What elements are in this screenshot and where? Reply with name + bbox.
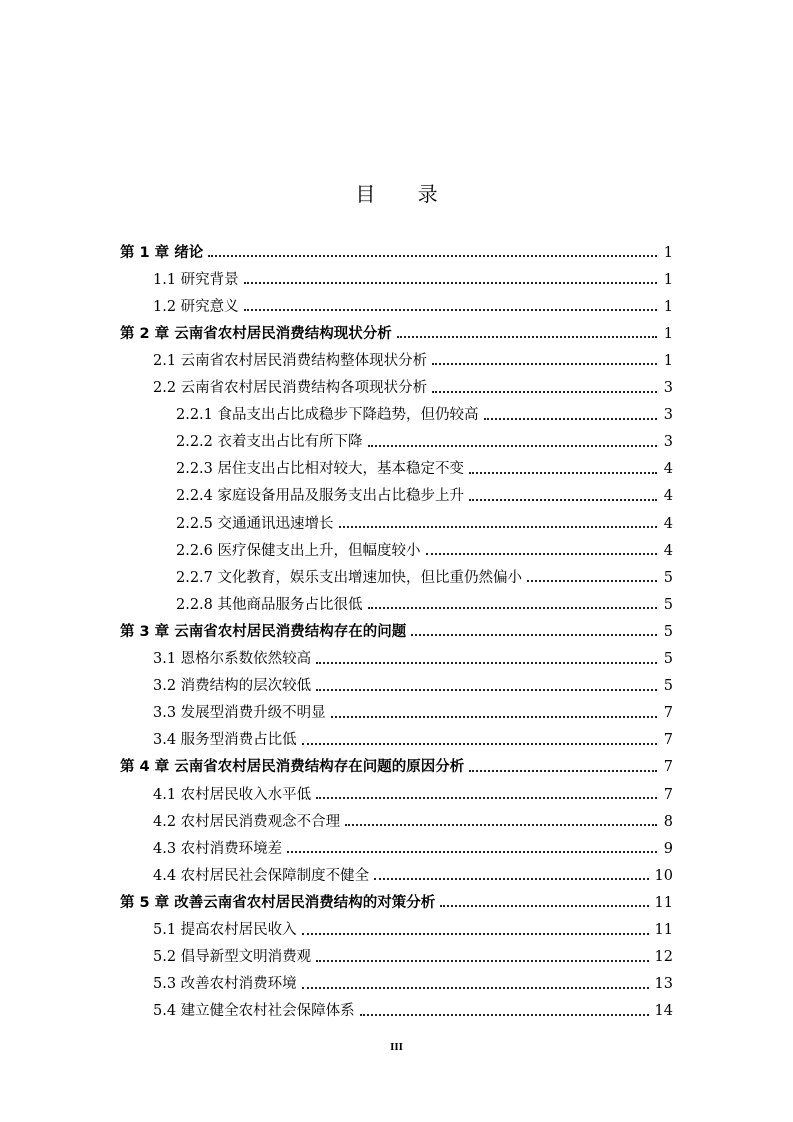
toc-entry-label: 3.2 消费结构的层次较低 (153, 678, 312, 695)
toc-entry-label: 1.2 研究意义 (153, 298, 239, 315)
toc-entry-page: 4 (663, 461, 673, 478)
toc-entry-page: 3 (663, 434, 673, 451)
toc-dot-leader (440, 905, 648, 907)
toc-entry-label: 2.2.4 家庭设备用品及服务支出占比稳步上升 (176, 488, 465, 505)
toc-entry-page: 1 (663, 325, 673, 342)
toc-entry-page: 3 (663, 407, 673, 424)
toc-entry-page: 7 (663, 732, 673, 749)
toc-dot-leader (339, 526, 657, 528)
toc-entry-page: 5 (663, 623, 673, 640)
toc-section-entry[interactable] (153, 776, 673, 802)
toc-entry-label: 5.3 改善农村消费环境 (153, 976, 297, 993)
toc-section-entry[interactable] (153, 939, 673, 965)
toc-entry-label: 4.3 农村消费环境差 (153, 840, 283, 857)
toc-entry-label: 第 5 章 改善云南省农村居民消费结构的对策分析 (120, 894, 436, 911)
toc-entry-label: 3.3 发展型消费升级不明显 (153, 705, 326, 722)
toc-entry-label: 2.2.3 居住支出占比相对较大，基本稳定不变 (176, 461, 465, 478)
toc-dot-leader (302, 987, 649, 989)
toc-dot-leader (527, 580, 657, 582)
toc-section-entry[interactable] (176, 478, 673, 504)
toc-entry-label: 2.2.5 交通通讯迅速增长 (176, 515, 334, 532)
toc-section-entry[interactable] (153, 722, 673, 748)
toc-entry-page: 5 (663, 569, 673, 586)
toc-dot-leader (469, 472, 657, 474)
toc-entry-label: 3.4 服务型消费占比低 (153, 732, 297, 749)
toc-section-entry[interactable] (176, 505, 673, 531)
toc-section-entry[interactable] (153, 641, 673, 667)
toc-entry-label: 2.2.7 文化教育，娱乐支出增速加快，但比重仍然偏小 (176, 569, 523, 586)
page-title: 目 录 (355, 182, 456, 206)
toc-entry-page: 5 (663, 651, 673, 667)
toc-chapter-entry[interactable] (120, 234, 673, 260)
toc-section-entry[interactable] (153, 288, 673, 314)
toc-entry-label: 2.2.2 衣着支出占比有所下降 (176, 434, 363, 451)
toc-entry-page: 7 (663, 759, 673, 776)
toc-entry-label: 5.2 倡导新型文明消费观 (153, 949, 312, 966)
toc-entry-label: 第 3 章 云南省农村居民消费结构存在的问题 (120, 623, 407, 640)
toc-dot-leader (426, 553, 657, 555)
toc-entry-page: 1 (663, 271, 673, 288)
toc-entry-label: 3.1 恩格尔系数依然较高 (153, 651, 312, 667)
toc-entry-label: 4.1 农村居民收入水平低 (153, 786, 312, 803)
toc-dot-leader (368, 607, 657, 609)
toc-entry-label: 4.2 农村居民消费观念不合理 (153, 813, 341, 830)
toc-section-entry[interactable] (176, 397, 673, 423)
toc-section-entry[interactable] (153, 830, 673, 856)
toc-entry-page: 1 (663, 298, 673, 315)
toc-chapter-entry[interactable] (120, 749, 673, 775)
toc-section-entry[interactable] (153, 342, 673, 368)
toc-dot-leader (302, 933, 649, 935)
toc-entry-label: 2.1 云南省农村居民消费结构整体现状分析 (153, 352, 428, 369)
toc-entry-label: 4.4 农村居民社会保障制度不健全 (153, 867, 370, 884)
toc-dot-leader (397, 336, 657, 338)
toc-entry-page: 9 (663, 840, 673, 857)
toc-section-entry[interactable] (153, 668, 673, 694)
toc-chapter-entry[interactable] (120, 315, 673, 341)
toc-dot-leader (316, 662, 657, 664)
toc-dot-leader (432, 391, 657, 393)
toc-section-entry[interactable] (176, 586, 673, 612)
toc-entry-label: 1.1 研究背景 (153, 271, 239, 288)
toc-dot-leader (244, 282, 657, 284)
toc-entry-page: 12 (654, 949, 673, 966)
toc-dot-leader (360, 1014, 649, 1016)
toc-dot-leader (345, 824, 657, 826)
toc-dot-leader (432, 363, 657, 365)
toc-dot-leader (287, 851, 657, 853)
toc-section-entry[interactable] (153, 261, 673, 287)
toc-entry-label: 第 1 章 绪论 (120, 244, 204, 261)
toc-dot-leader (316, 689, 657, 691)
toc-dot-leader (374, 878, 648, 880)
toc-entry-page: 10 (654, 867, 673, 884)
toc-section-entry[interactable] (176, 451, 673, 477)
toc-dot-leader (368, 445, 657, 447)
toc-dot-leader (316, 960, 648, 962)
toc-dot-leader (484, 418, 657, 420)
toc-entry-label: 2.2 云南省农村居民消费结构各项现状分析 (153, 380, 428, 396)
toc-entry-label: 2.2.1 食品支出占比成稳步下降趋势，但仍较高 (176, 407, 479, 424)
toc-dot-leader (208, 255, 657, 257)
toc-section-entry[interactable] (176, 559, 673, 585)
toc-section-entry[interactable] (153, 857, 673, 883)
toc-section-entry[interactable] (153, 803, 673, 829)
toc-entry-page: 3 (663, 380, 673, 396)
page-number: III (390, 1041, 403, 1053)
toc-entry-page: 1 (663, 244, 673, 261)
toc-entry-page: 7 (663, 705, 673, 722)
toc-entry-label: 2.2.6 医疗保健支出上升，但幅度较小 (176, 542, 421, 559)
toc-entry-label: 5.4 建立健全农村社会保障体系 (153, 1003, 355, 1020)
toc-entry-page: 8 (663, 813, 673, 830)
toc-chapter-entry[interactable] (120, 613, 673, 639)
toc-section-entry[interactable] (153, 695, 673, 721)
toc-entry-label: 2.2.8 其他商品服务占比很低 (176, 596, 363, 613)
toc-entry-page: 14 (654, 1003, 673, 1020)
toc-section-entry[interactable] (176, 532, 673, 558)
toc-entry-page: 13 (654, 976, 673, 993)
toc-chapter-entry[interactable] (120, 884, 673, 910)
toc-entry-label: 5.1 提高农村居民收入 (153, 922, 297, 938)
toc-entry-page: 7 (663, 786, 673, 803)
toc-dot-leader (469, 499, 657, 501)
toc-section-entry[interactable] (153, 370, 673, 396)
toc-dot-leader (302, 743, 657, 745)
toc-dot-leader (469, 770, 657, 772)
toc-entry-page: 4 (663, 488, 673, 505)
toc-entry-page: 4 (663, 515, 673, 532)
toc-entry-page: 4 (663, 542, 673, 559)
toc-entry-page: 11 (654, 922, 673, 938)
toc-dot-leader (331, 716, 657, 718)
toc-section-entry[interactable] (176, 424, 673, 450)
toc-dot-leader (316, 797, 657, 799)
toc-entry-page: 5 (663, 596, 673, 613)
toc-dot-leader (244, 309, 657, 311)
toc-dot-leader (411, 634, 657, 636)
toc-section-entry[interactable] (153, 912, 673, 938)
toc-section-entry[interactable] (153, 993, 673, 1019)
toc-section-entry[interactable] (153, 966, 673, 992)
toc-entry-page: 1 (663, 352, 673, 369)
toc-entry-page: 5 (663, 678, 673, 695)
toc-entry-page: 11 (654, 894, 673, 911)
toc-entry-label: 第 2 章 云南省农村居民消费结构现状分析 (120, 325, 392, 342)
toc-entry-label: 第 4 章 云南省农村居民消费结构存在问题的原因分析 (120, 759, 465, 776)
